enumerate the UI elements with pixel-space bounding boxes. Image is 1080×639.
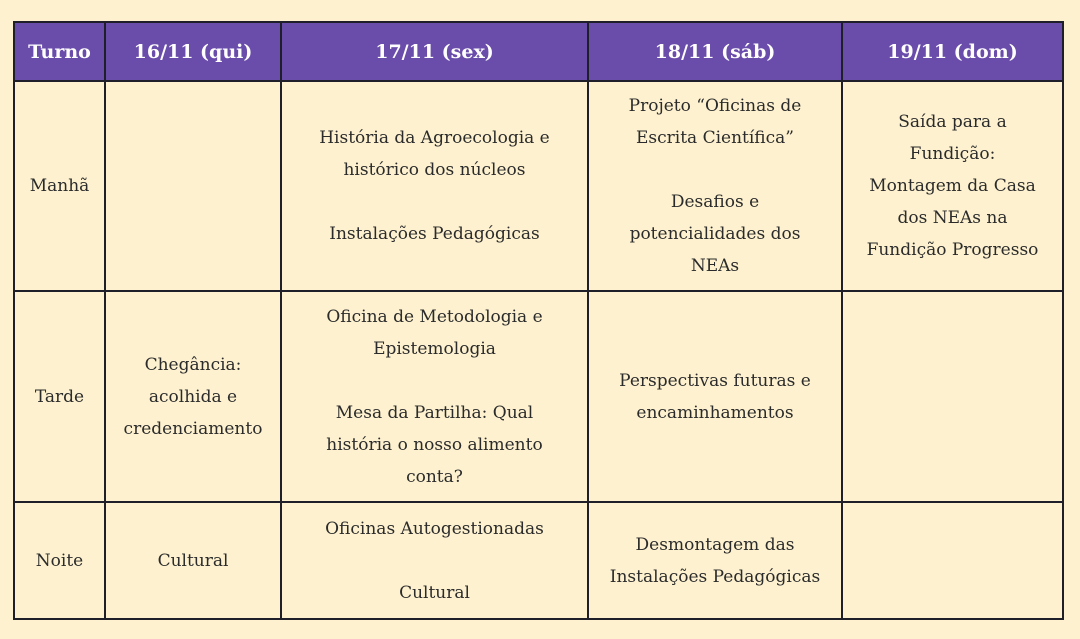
- cell-noite-18-11: Desmontagem das Instalações Pedagógicas: [588, 502, 842, 619]
- cell-tarde-18-11: Perspectivas futuras e encaminhamentos: [588, 291, 842, 502]
- cell-noite-19-11: [842, 502, 1063, 619]
- header-turno: Turno: [14, 22, 105, 81]
- cell-noite-16-11: Cultural: [105, 502, 281, 619]
- row-manha: [14, 81, 1063, 291]
- cell-noite-17-11: Oficinas Autogestionadas Cultural: [281, 502, 588, 619]
- cell-tarde-turno: Tarde: [14, 291, 105, 502]
- header-day-18-11: 18/11 (sáb): [588, 22, 842, 81]
- cell-noite-turno: Noite: [14, 502, 105, 619]
- cell-manha-17-11: História da Agroecologia e histórico dos núcleos Instalações Pedagógicas: [281, 81, 588, 291]
- header-day-17-11: 17/11 (sex): [281, 22, 588, 81]
- cell-manha-19-11: Saída para a Fundição: Montagem da Casa dos NEAs na Fundição Progresso: [842, 81, 1063, 291]
- header-day-19-11: 19/11 (dom): [842, 22, 1063, 81]
- header-day-16-11: 16/11 (qui): [105, 22, 281, 81]
- cell-manha-16-11: [105, 81, 281, 291]
- cell-tarde-17-11: Oficina de Metodologia e Epistemologia Mesa da Partilha: Qual história o nosso alimento conta?: [281, 291, 588, 502]
- schedule-table-wrapper: [13, 21, 1062, 620]
- schedule-table: [13, 21, 1064, 620]
- cell-tarde-16-11: Chegância: acolhida e credenciamento: [105, 291, 281, 502]
- row-noite: [14, 502, 1063, 619]
- cell-manha-18-11: Projeto “Oficinas de Escrita Científica” Desafios e potencialidades dos NEAs: [588, 81, 842, 291]
- header-row: [14, 22, 1063, 81]
- row-tarde: [14, 291, 1063, 502]
- cell-manha-turno: Manhã: [14, 81, 105, 291]
- cell-tarde-19-11: [842, 291, 1063, 502]
